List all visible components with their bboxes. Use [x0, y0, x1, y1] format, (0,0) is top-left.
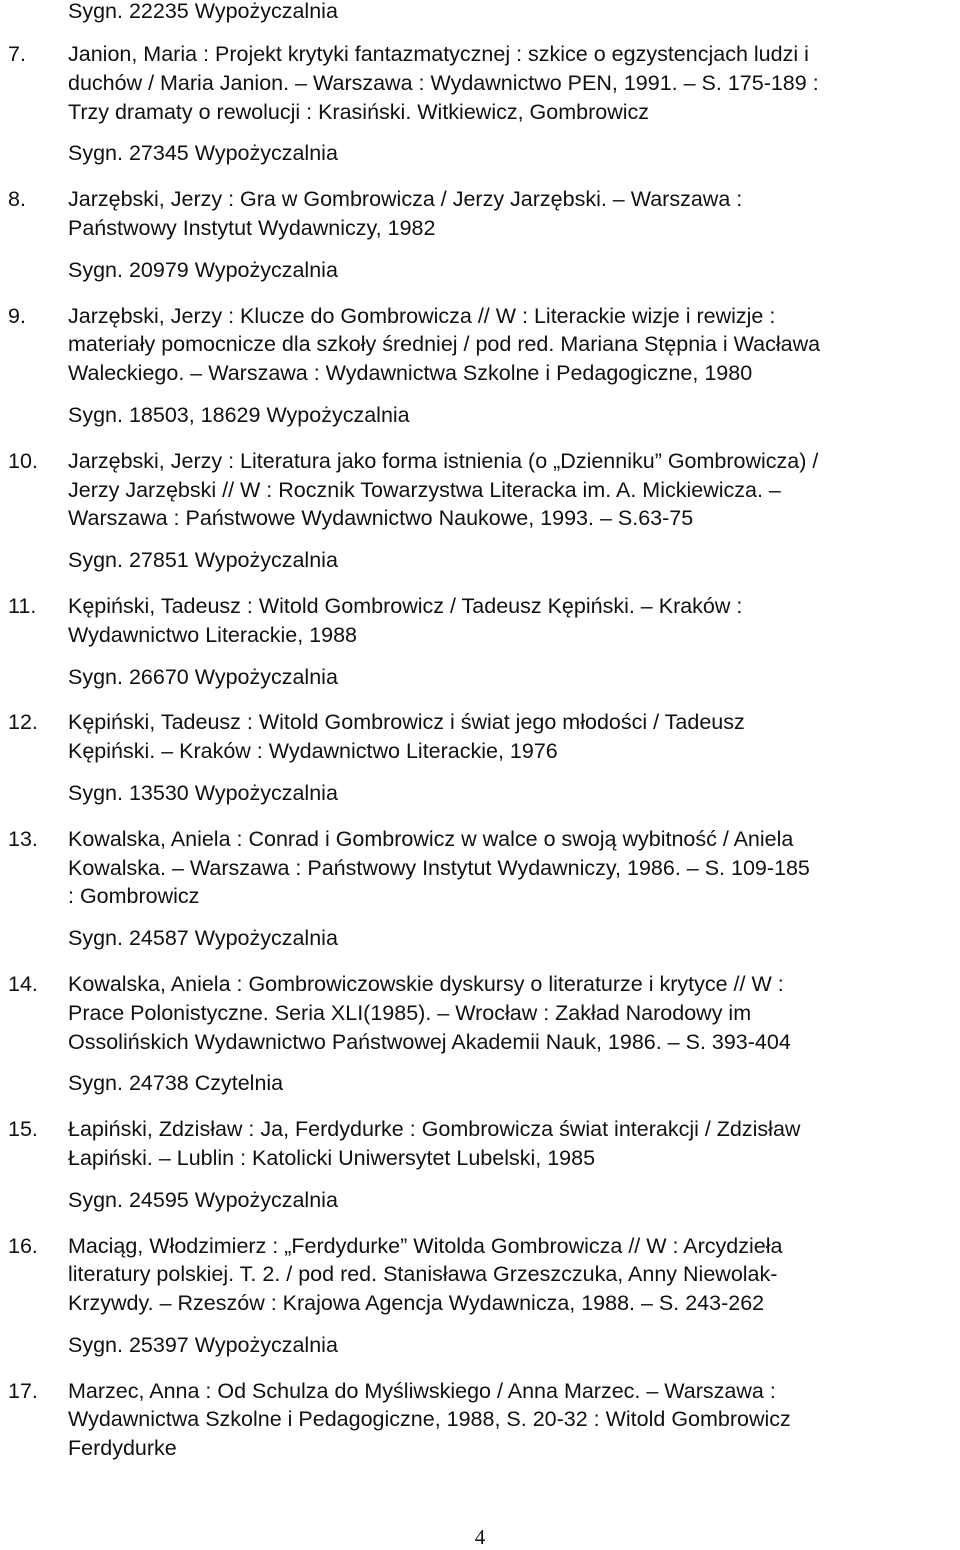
call-number: Sygn. 26670 Wypożyczalnia: [68, 664, 338, 689]
entry-text-line: Marzec, Anna : Od Schulza do Myśliwskiego / Anna Marzec. – Warszawa :: [68, 1378, 776, 1403]
call-number: Sygn. 27345 Wypożyczalnia: [68, 141, 338, 166]
entry-text-line: Jarzębski, Jerzy : Klucze do Gombrowicza // W : Literackie wizje i rewizje :: [68, 303, 776, 328]
entry-text-line: Kępiński. – Kraków : Wydawnictwo Literackie, 1976: [68, 739, 558, 764]
entry-text-line: materiały pomocnicze dla szkoły średniej / pod red. Mariana Stępnia i Wacława: [68, 332, 821, 357]
entry-text-line: Kępiński, Tadeusz : Witold Gombrowicz / Tadeusz Kępiński. – Kraków :: [68, 593, 743, 618]
call-number-continued: Sygn. 22235 Wypożyczalnia: [68, 0, 338, 23]
bibliography-list: [0, 40, 960, 1480]
call-number: Sygn. 24738 Czytelnia: [68, 1071, 284, 1096]
entry-text-line: Kępiński, Tadeusz : Witold Gombrowicz i świat jego młodości / Tadeusz: [68, 710, 745, 735]
entry-description: [68, 1115, 958, 1214]
entry-description: [68, 825, 958, 953]
entry-text-line: Warszawa : Państwowe Wydawnictwo Naukowe, 1993. – S.63-75: [68, 506, 694, 531]
entry-number: 17.: [8, 1378, 38, 1403]
entry-text-line: Kowalska, Aniela : Gombrowiczowskie dyskursy o literaturze i krytyce // W :: [68, 971, 784, 996]
entry-text-line: Jarzębski, Jerzy : Gra w Gombrowicza / Jerzy Jarzębski. – Warszawa :: [68, 187, 743, 212]
entry-number: 14.: [8, 971, 38, 996]
entry-text-line: : Gombrowicz: [68, 884, 200, 909]
entry-text-line: Ossolińskich Wydawnictwo Państwowej Akademii Nauk, 1986. – S. 393-404: [68, 1029, 791, 1054]
entry-number: 9.: [8, 303, 26, 328]
entry-number: 16.: [8, 1233, 38, 1258]
entry-number: 11.: [8, 593, 37, 618]
entry-text-line: Jarzębski, Jerzy : Literatura jako forma istnienia (o „Dzienniku” Gombrowicza) /: [68, 448, 819, 473]
bibliography-entry: [0, 40, 960, 168]
entry-text-line: Waleckiego. – Warszawa : Wydawnictwa Szkolne i Pedagogiczne, 1980: [68, 361, 753, 386]
entry-number: 10.: [8, 448, 38, 473]
entry-text-line: Trzy dramaty o rewolucji : Krasiński. Witkiewicz, Gombrowicz: [68, 99, 650, 124]
call-number: Sygn. 13530 Wypożyczalnia: [68, 780, 338, 805]
entry-number: 7.: [8, 42, 26, 66]
entry-text-line: Janion, Maria : Projekt krytyki fantazmatycznej : szkice o egzystencjach ludzi i: [68, 42, 809, 66]
entry-text-line: literatury polskiej. T. 2. / pod red. Stanisława Grzeszczuka, Anny Niewolak-: [68, 1262, 778, 1287]
entry-text-line: Prace Polonistyczne. Seria XLI(1985). – Wrocław : Zakład Narodowy im: [68, 1000, 752, 1025]
entry-description: [68, 970, 958, 1098]
entry-text-line: Państwowy Instytut Wydawniczy, 1982: [68, 215, 436, 240]
call-number: Sygn. 27851 Wypożyczalnia: [68, 548, 338, 573]
entry-text-line: Kowalska, Aniela : Conrad i Gombrowicz w walce o swoją wybitność / Aniela: [68, 826, 794, 851]
bibliography-entry: [0, 447, 960, 575]
call-number: Sygn. 25397 Wypożyczalnia: [68, 1332, 338, 1357]
entry-text-line: Wydawnictwo Literackie, 1988: [68, 622, 358, 647]
entry-number: 15.: [8, 1117, 38, 1142]
entry-description: [68, 1377, 958, 1463]
entry-description: [68, 185, 958, 284]
entry-text-line: Łapiński, Zdzisław : Ja, Ferdydurke : Gombrowicza świat interakcji / Zdzisław: [68, 1117, 801, 1142]
entry-description: [68, 302, 958, 430]
entry-description: [68, 592, 958, 691]
entry-text-line: Jerzy Jarzębski // W : Rocznik Towarzystwa Literacka im. A. Mickiewicza. –: [68, 477, 781, 502]
call-number: Sygn. 20979 Wypożyczalnia: [68, 257, 338, 282]
entry-description: [68, 40, 958, 168]
bibliography-entry: [0, 970, 960, 1098]
entry-text-line: duchów / Maria Janion. – Warszawa : Wydawnictwo PEN, 1991. – S. 175-189 :: [68, 70, 819, 95]
entry-text-line: Krzywdy. – Rzeszów : Krajowa Agencja Wydawnicza, 1988. – S. 243-262: [68, 1291, 765, 1316]
bibliography-entry: [0, 592, 960, 691]
bibliography-entry: [0, 185, 960, 284]
entry-text-line: Łapiński. – Lublin : Katolicki Uniwersytet Lubelski, 1985: [68, 1145, 596, 1170]
bibliography-entry: [0, 1232, 960, 1360]
entry-text-line: Maciąg, Włodzimierz : „Ferdydurke” Witolda Gombrowicza // W : Arcydzieła: [68, 1233, 783, 1258]
bibliography-entry: [0, 825, 960, 953]
call-number: Sygn. 18503, 18629 Wypożyczalnia: [68, 402, 410, 427]
entry-number: 12.: [8, 710, 38, 735]
bibliography-entry: [0, 1115, 960, 1214]
entry-description: [68, 708, 958, 807]
call-number: Sygn. 24595 Wypożyczalnia: [68, 1187, 338, 1212]
page-number: 4: [474, 1525, 486, 1549]
bibliography-entry: [0, 708, 960, 807]
bibliography-entry: [0, 302, 960, 430]
call-number: Sygn. 24587 Wypożyczalnia: [68, 926, 338, 951]
bibliography-entry: [0, 1377, 960, 1463]
entry-description: [68, 1232, 958, 1360]
entry-text-line: Kowalska. – Warszawa : Państwowy Instytut Wydawniczy, 1986. – S. 109-185: [68, 855, 810, 880]
entry-number: 13.: [8, 826, 38, 851]
entry-number: 8.: [8, 187, 26, 212]
entry-text-line: Ferdydurke: [68, 1436, 177, 1461]
entry-text-line: Wydawnictwa Szkolne i Pedagogiczne, 1988, S. 20-32 : Witold Gombrowicz: [68, 1407, 791, 1432]
entry-description: [68, 447, 958, 575]
